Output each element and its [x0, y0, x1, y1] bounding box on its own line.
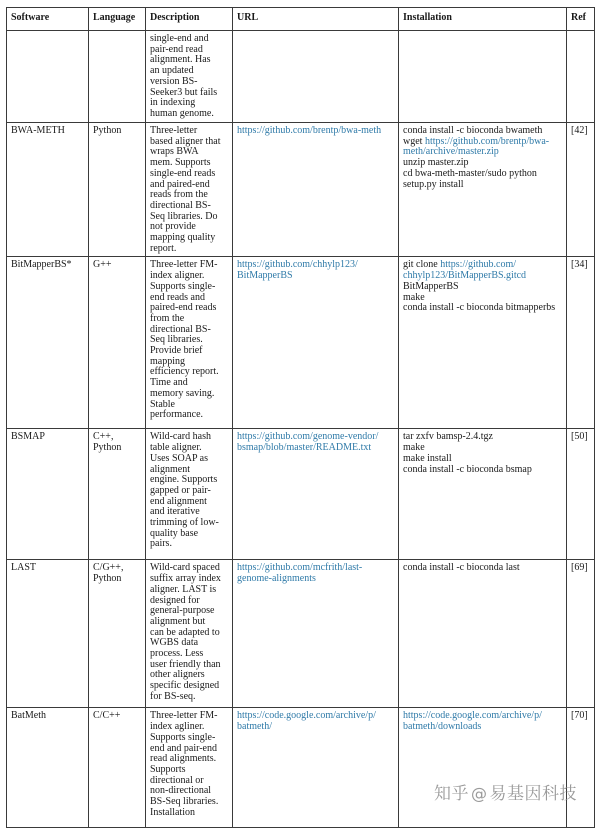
- cell-description: Three-letter based aligner that wraps BWA mem. Supports single-end reads and paired-end reads from the directional BS- Seq libraries. Do not provide mapping quality report.: [146, 123, 233, 257]
- cell-software: BitMapperBS*: [7, 257, 89, 429]
- install-text: unzip master.zip: [403, 157, 469, 169]
- cell-language: C/G++, Python: [89, 560, 146, 708]
- cell-description: Three-letter FM- index aligner. Supports single- end reads and paired-end reads from the directional BS- Seq libraries. Provide brief mapping efficiency report. Time and memory saving. Stable performance.: [146, 257, 233, 429]
- cell-description: Wild-card hash table aligner. Uses SOAP as alignment engine. Supports gapped or pair- end alignment and iterative trimming of low- quality base pairs.: [146, 429, 233, 560]
- cell-url: [233, 708, 399, 828]
- install-line: [403, 282, 562, 293]
- watermark-at: @: [471, 784, 488, 803]
- table-row: [7, 708, 595, 828]
- cell-description: single-end and pair-end read alignment. Has an updated version BS- Seeker3 but fails in indexing human genome.: [146, 31, 233, 123]
- cell-installation: [399, 257, 567, 429]
- install-line: [403, 180, 562, 191]
- url-link[interactable]: https://github.com/chhylp123/ BitMapperBS: [237, 259, 358, 282]
- url-link[interactable]: https://code.google.com/archive/p/ batmeth/: [237, 710, 376, 733]
- install-line: [403, 722, 562, 733]
- install-text: conda install -c bioconda bwameth: [403, 125, 543, 136]
- cell-software: BatMeth: [7, 708, 89, 828]
- table-row: [7, 31, 595, 123]
- cell-installation: [399, 31, 567, 123]
- install-line: [403, 303, 562, 314]
- header-url: URL: [233, 8, 399, 31]
- header-ref: Ref: [567, 8, 595, 31]
- install-text: conda install -c bioconda bsmap: [403, 463, 532, 475]
- header-row: [7, 8, 595, 31]
- header-language: Language: [89, 8, 146, 31]
- install-text: make: [403, 291, 425, 303]
- cell-installation: [399, 708, 567, 828]
- url-link[interactable]: https://github.com/brentp/bwa-meth: [237, 125, 382, 136]
- install-text: wget: [403, 135, 425, 147]
- cell-ref: [70]: [567, 708, 595, 828]
- watermark: [434, 779, 577, 804]
- install-link[interactable]: https://code.google.com/archive/p/: [403, 710, 542, 722]
- cell-software: LAST: [7, 560, 89, 708]
- cell-url: [233, 123, 399, 257]
- cell-language: G++: [89, 257, 146, 429]
- cell-url: [233, 429, 399, 560]
- install-link[interactable]: https://github.com/: [440, 259, 517, 271]
- table-row: [7, 560, 595, 708]
- cell-language: [89, 31, 146, 123]
- install-text: git clone: [403, 259, 441, 271]
- cell-installation: [399, 560, 567, 708]
- table-body: [7, 31, 595, 828]
- install-link[interactable]: chhylp123/BitMapperBS.gitcd: [403, 270, 527, 282]
- install-text: conda install -c bioconda last: [403, 562, 520, 574]
- cell-description: Three-letter FM- index agliner. Supports single- end and pair-end read alignments. Supports directional or non-directional BS-Seq libraries. Installation: [146, 708, 233, 828]
- install-text: make install: [403, 452, 452, 464]
- table-row: [7, 123, 595, 257]
- cell-language: Python: [89, 123, 146, 257]
- header-description: Description: [146, 8, 233, 31]
- cell-installation: [399, 429, 567, 560]
- cell-url: [233, 257, 399, 429]
- cell-software: [7, 31, 89, 123]
- install-text: tar zxfv bamsp-2.4.tgz: [403, 431, 493, 443]
- watermark-author: 易基因科技: [489, 784, 577, 804]
- install-line: [403, 432, 562, 443]
- watermark-site: 知乎: [434, 784, 469, 804]
- table-row: [7, 257, 595, 429]
- cell-software: BSMAP: [7, 429, 89, 560]
- cell-ref: [69]: [567, 560, 595, 708]
- table-row: [7, 429, 595, 560]
- cell-language: C++, Python: [89, 429, 146, 560]
- cell-ref: [34]: [567, 257, 595, 429]
- install-text: make: [403, 442, 425, 454]
- install-text: BitMapperBS: [403, 280, 459, 292]
- cell-ref: [42]: [567, 123, 595, 257]
- cell-description: Wild-card spaced suffix array index aligner. LAST is designed for general-purpose alignment but can be adapted to WGBS data process. Less user friendly than other aligners specific designed for BS-seq.: [146, 560, 233, 708]
- install-line: [403, 563, 562, 574]
- cell-installation: [399, 123, 567, 257]
- install-text: cd bwa-meth-master/sudo python: [403, 167, 537, 179]
- url-link[interactable]: https://github.com/genome-vendor/ bsmap/blob/master/README.txt: [237, 431, 379, 454]
- install-text: conda install -c bioconda bitmapperbs: [403, 302, 556, 314]
- cell-language: C/C++: [89, 708, 146, 828]
- cell-ref: [50]: [567, 429, 595, 560]
- header-installation: Installation: [399, 8, 567, 31]
- software-table: [6, 7, 595, 828]
- install-link[interactable]: meth/archive/master.zip: [403, 146, 499, 158]
- cell-url: [233, 560, 399, 708]
- install-text: setup.py install: [403, 178, 464, 190]
- install-link[interactable]: https://github.com/brentp/bwa-: [424, 135, 550, 147]
- cell-software: BWA-METH: [7, 123, 89, 257]
- header-software: Software: [7, 8, 89, 31]
- url-link[interactable]: https://github.com/mcfrith/last- genome-alignments: [237, 562, 363, 585]
- cell-ref: [567, 31, 595, 123]
- install-line: [403, 465, 562, 476]
- cell-url: [233, 31, 399, 123]
- install-link[interactable]: batmeth/downloads: [403, 721, 482, 733]
- table-page: [6, 7, 594, 828]
